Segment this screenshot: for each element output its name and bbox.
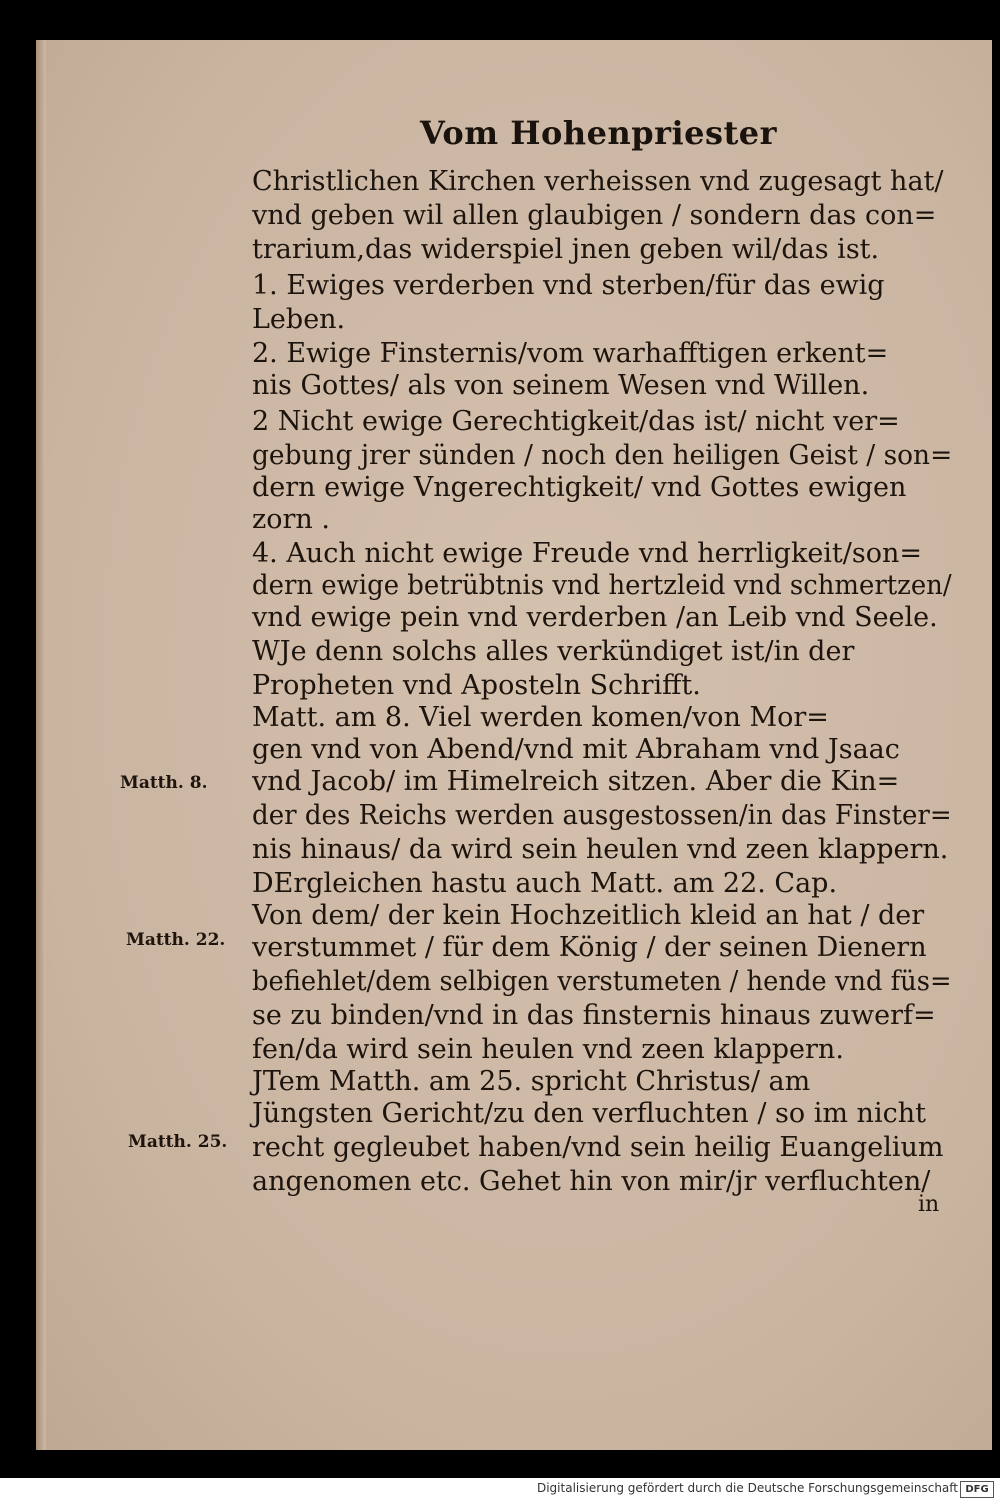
text-line: trarium,das widerspiel jnen geben wil/das ist. <box>252 234 880 265</box>
text-line: se zu binden/vnd in das finsternis hinaus zuwerf= <box>252 1000 936 1031</box>
margin-note: Matth. 25. <box>128 1132 228 1152</box>
text-line: vnd Jacob/ im Himelreich sitzen. Aber die Kin= <box>252 766 900 797</box>
margin-note: Matth. 8. <box>120 773 208 793</box>
footer-credit: Digitalisierung gefördert durch die Deutsche Forschungsgemeinschaft <box>536 1481 958 1495</box>
text-line: Matt. am 8. Viel werden komen/von Mor= <box>252 702 829 733</box>
text-line: dern ewige betrübtnis vnd hertzleid vnd schmertzen/ <box>252 570 952 601</box>
text-line: zorn . <box>252 504 330 535</box>
text-line: recht gegleubet haben/vnd sein heilig Euangelium <box>252 1132 944 1163</box>
text-line: Christlichen Kirchen verheissen vnd zugesagt hat/ <box>252 166 944 197</box>
text-line: dern ewige Vngerechtigkeit/ vnd Gottes ewigen <box>252 472 907 503</box>
running-head: Vom Hohenpriester <box>420 114 777 152</box>
margin-note: Matth. 22. <box>126 930 226 950</box>
dfg-logo: DFG <box>960 1481 994 1498</box>
footer-bar <box>0 1478 1000 1501</box>
text-line: gen vnd von Abend/vnd mit Abraham vnd Jsaac <box>252 734 900 765</box>
text-line: 2. Ewige Finsternis/vom warhafftigen erkent= <box>252 338 889 369</box>
catchword: in <box>918 1192 940 1217</box>
text-line: verstummet / für dem König / der seinen Dienern <box>252 932 927 963</box>
text-line: vnd ewige pein vnd verderben /an Leib vnd Seele. <box>252 602 938 633</box>
text-line: der des Reichs werden ausgestossen/in das Finster= <box>252 800 952 831</box>
text-line: Von dem/ der kein Hochzeitlich kleid an hat / der <box>252 900 925 931</box>
text-line: 1. Ewiges verderben vnd sterben/für das ewig <box>252 270 885 301</box>
text-line: nis Gottes/ als von seinem Wesen vnd Willen. <box>252 370 870 401</box>
text-line: WJe denn solchs alles verkündiget ist/in der <box>252 636 855 667</box>
text-line: gebung jrer sünden / noch den heiligen Geist / son= <box>252 440 953 471</box>
text-line: nis hinaus/ da wird sein heulen vnd zeen klappern. <box>252 834 949 865</box>
text-line: JTem Matth. am 25. spricht Christus/ am <box>252 1066 811 1097</box>
text-line: Jüngsten Gericht/zu den verfluchten / so im nicht <box>252 1098 926 1129</box>
text-line: 4. Auch nicht ewige Freude vnd herrligkeit/son= <box>252 538 923 569</box>
text-line: Leben. <box>252 304 346 335</box>
text-line: angenomen etc. Gehet hin von mir/jr verfluchten/ <box>252 1166 931 1197</box>
text-line: DErgleichen hastu auch Matt. am 22. Cap. <box>252 868 838 899</box>
text-line: vnd geben wil allen glaubigen / sondern das con= <box>252 200 937 231</box>
text-line: fen/da wird sein heulen vnd zeen klappern. <box>252 1034 844 1065</box>
text-line: befiehlet/dem selbigen verstumeten / hende vnd füs= <box>252 966 952 997</box>
text-line: Propheten vnd Aposteln Schrifft. <box>252 670 701 701</box>
text-line: 2 Nicht ewige Gerechtigkeit/das ist/ nicht ver= <box>252 406 900 437</box>
